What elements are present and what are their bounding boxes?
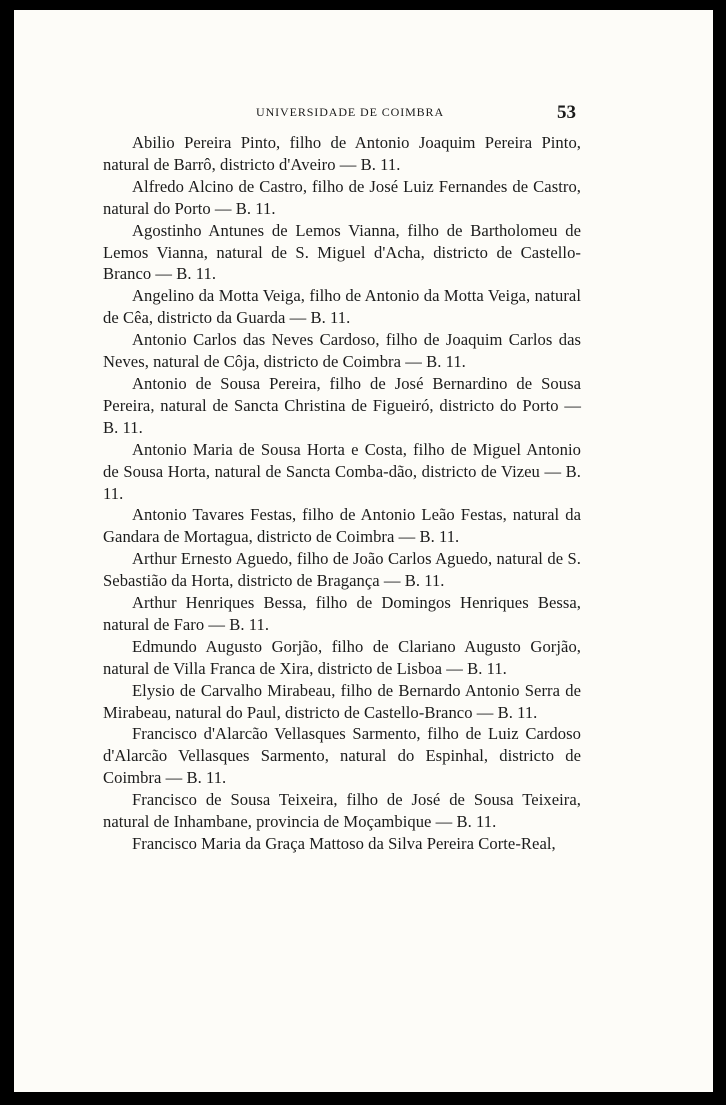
list-entry: Francisco de Sousa Teixeira, filho de José de Sousa Teixeira, natural de Inhambane, provincia de Moçambique — B. 11. (103, 790, 581, 832)
student-list (103, 132, 581, 855)
page-number: 53 (557, 102, 576, 123)
list-entry: Antonio de Sousa Pereira, filho de José Bernardino de Sousa Pereira, natural de Sancta Christina de Figueiró, districto do Porto — B. 11. (103, 373, 581, 437)
list-entry: Angelino da Motta Veiga, filho de Antonio da Motta Veiga, natural de Cêa, districto da Guarda — B. 11. (103, 286, 581, 328)
list-entry: Agostinho Antunes de Lemos Vianna, filho de Bartholomeu de Lemos Vianna, natural de S. Miguel d'Acha, districto de Castello-Branco — B. 11. (103, 220, 581, 284)
list-entry: Francisco Maria da Graça Mattoso da Silva Pereira Corte-Real, (132, 834, 556, 853)
list-entry: Elysio de Carvalho Mirabeau, filho de Bernardo Antonio Serra de Mirabeau, natural do Paul, districto de Castello-Branco — B. 11. (103, 680, 581, 722)
book-page (14, 10, 713, 1092)
list-entry: Antonio Tavares Festas, filho de Antonio Leão Festas, natural da Gandara de Mortagua, districto de Coimbra — B. 11. (103, 505, 581, 547)
list-entry: Antonio Maria de Sousa Horta e Costa, filho de Miguel Antonio de Sousa Horta, natural de Sancta Comba-dão, districto de Vizeu — B. 11. (103, 439, 581, 503)
list-entry: Francisco d'Alarcão Vellasques Sarmento, filho de Luiz Cardoso d'Alarcão Vellasques Sarmento, natural do Espinhal, districto de Coimbra — B. 11. (103, 724, 581, 788)
list-entry: Abilio Pereira Pinto, filho de Antonio Joaquim Pereira Pinto, natural de Barrô, districto d'Aveiro — B. 11. (103, 133, 581, 174)
list-entry: Antonio Carlos das Neves Cardoso, filho de Joaquim Carlos das Neves, natural de Côja, districto de Coimbra — B. 11. (103, 330, 581, 372)
list-entry: Alfredo Alcino de Castro, filho de José Luiz Fernandes de Castro, natural do Porto — B. 11. (103, 176, 581, 218)
list-entry: Arthur Ernesto Aguedo, filho de João Carlos Aguedo, natural de S. Sebastião da Horta, districto de Bragança — B. 11. (103, 549, 581, 591)
running-title: UNIVERSIDADE DE COIMBRA (256, 105, 445, 119)
list-entry: Edmundo Augusto Gorjão, filho de Clariano Augusto Gorjão, natural de Villa Franca de Xira, districto de Lisboa — B. 11. (103, 636, 581, 678)
page-header (14, 102, 713, 126)
list-entry: Arthur Henriques Bessa, filho de Domingos Henriques Bessa, natural de Faro — B. 11. (103, 593, 581, 634)
